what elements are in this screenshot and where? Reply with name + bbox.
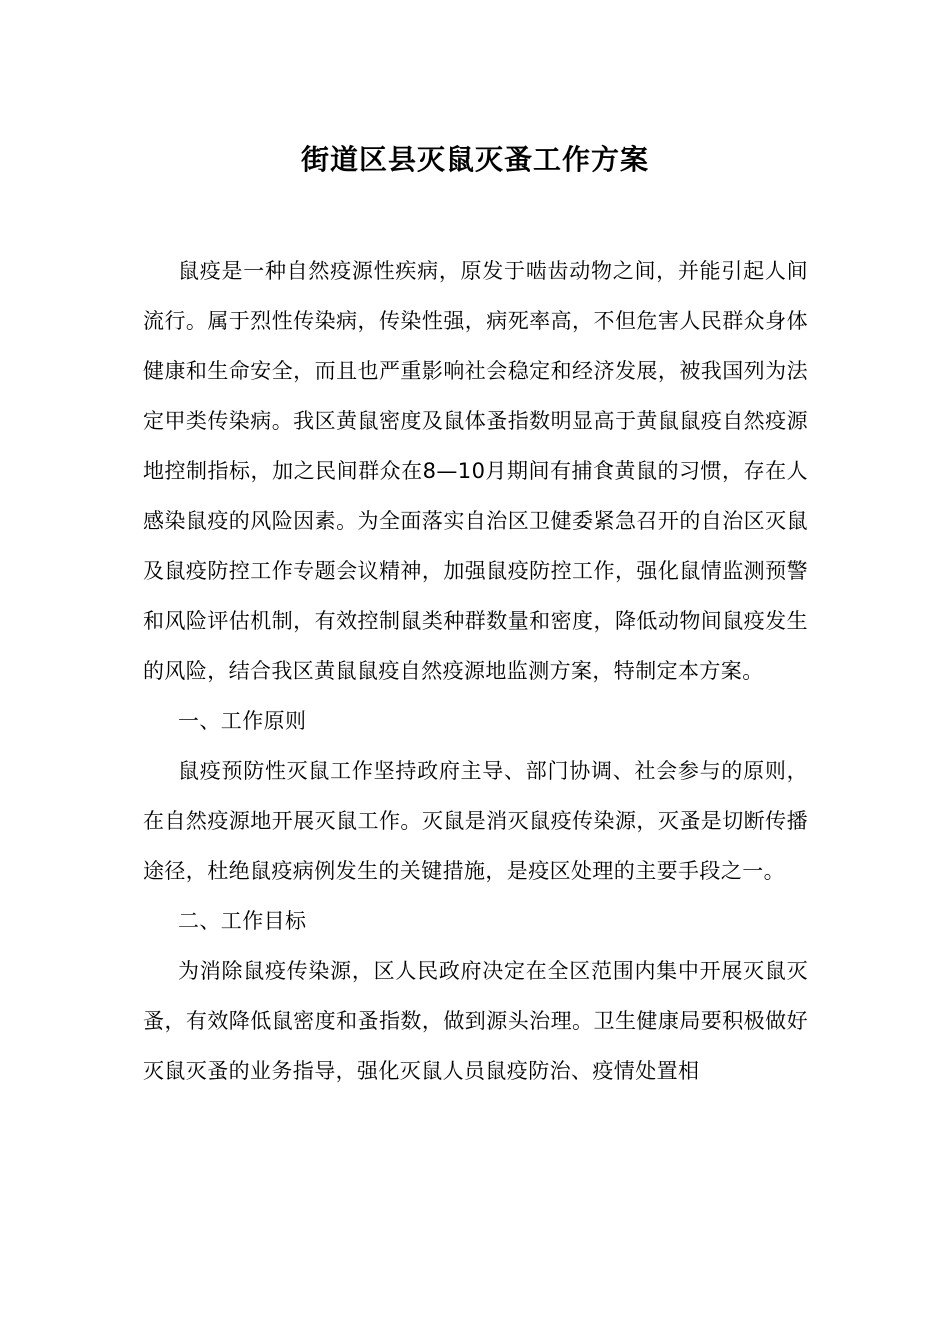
goals-paragraph: 为消除鼠疫传染源，区人民政府决定在全区范围内集中开展灭鼠灭蚤，有效降低鼠密度和蚤指数，做到源头治理。卫生健康局要积极做好灭鼠灭蚤的业务指导，强化灭鼠人员鼠疫防治、疫情处置相: [143, 959, 808, 1083]
section-heading-principles: 一、工作原则: [178, 709, 307, 733]
principles-paragraph: 鼠疫预防性灭鼠工作坚持政府主导、部门协调、社会参与的原则，在自然疫源地开展灭鼠工作。灭鼠是消灭鼠疫传染源，灭蚤是切断传播途径，杜绝鼠疫病例发生的关键措施，是疫区处理的主要手段之一。: [143, 759, 808, 883]
intro-paragraph: 鼠疫是一种自然疫源性疾病，原发于啮齿动物之间，并能引起人间流行。属于烈性传染病，传染性强，病死率高，不但危害人民群众身体健康和生命安全，而且也严重影响社会稳定和经济发展，被我国列为法定甲类传染病。我区黄鼠密度及鼠体蚤指数明显高于黄鼠鼠疫自然疫源地控制指标，加之民间群众在8—10月期间有捕食黄鼠的习惯，存在人感染鼠疫的风险因素。为全面落实自治区卫健委紧急召开的自治区灭鼠及鼠疫防控工作专题会议精神，加强鼠疫防控工作，强化鼠情监测预警和风险评估机制，有效控制鼠类种群数量和密度，降低动物间鼠疫发生的风险，结合我区黄鼠鼠疫自然疫源地监测方案，特制定本方案。: [143, 259, 808, 683]
document-body: [143, 246, 808, 1096]
document-title: 街道区县灭鼠灭蚤工作方案: [300, 143, 649, 176]
section-heading-goals: 二、工作目标: [178, 909, 307, 933]
